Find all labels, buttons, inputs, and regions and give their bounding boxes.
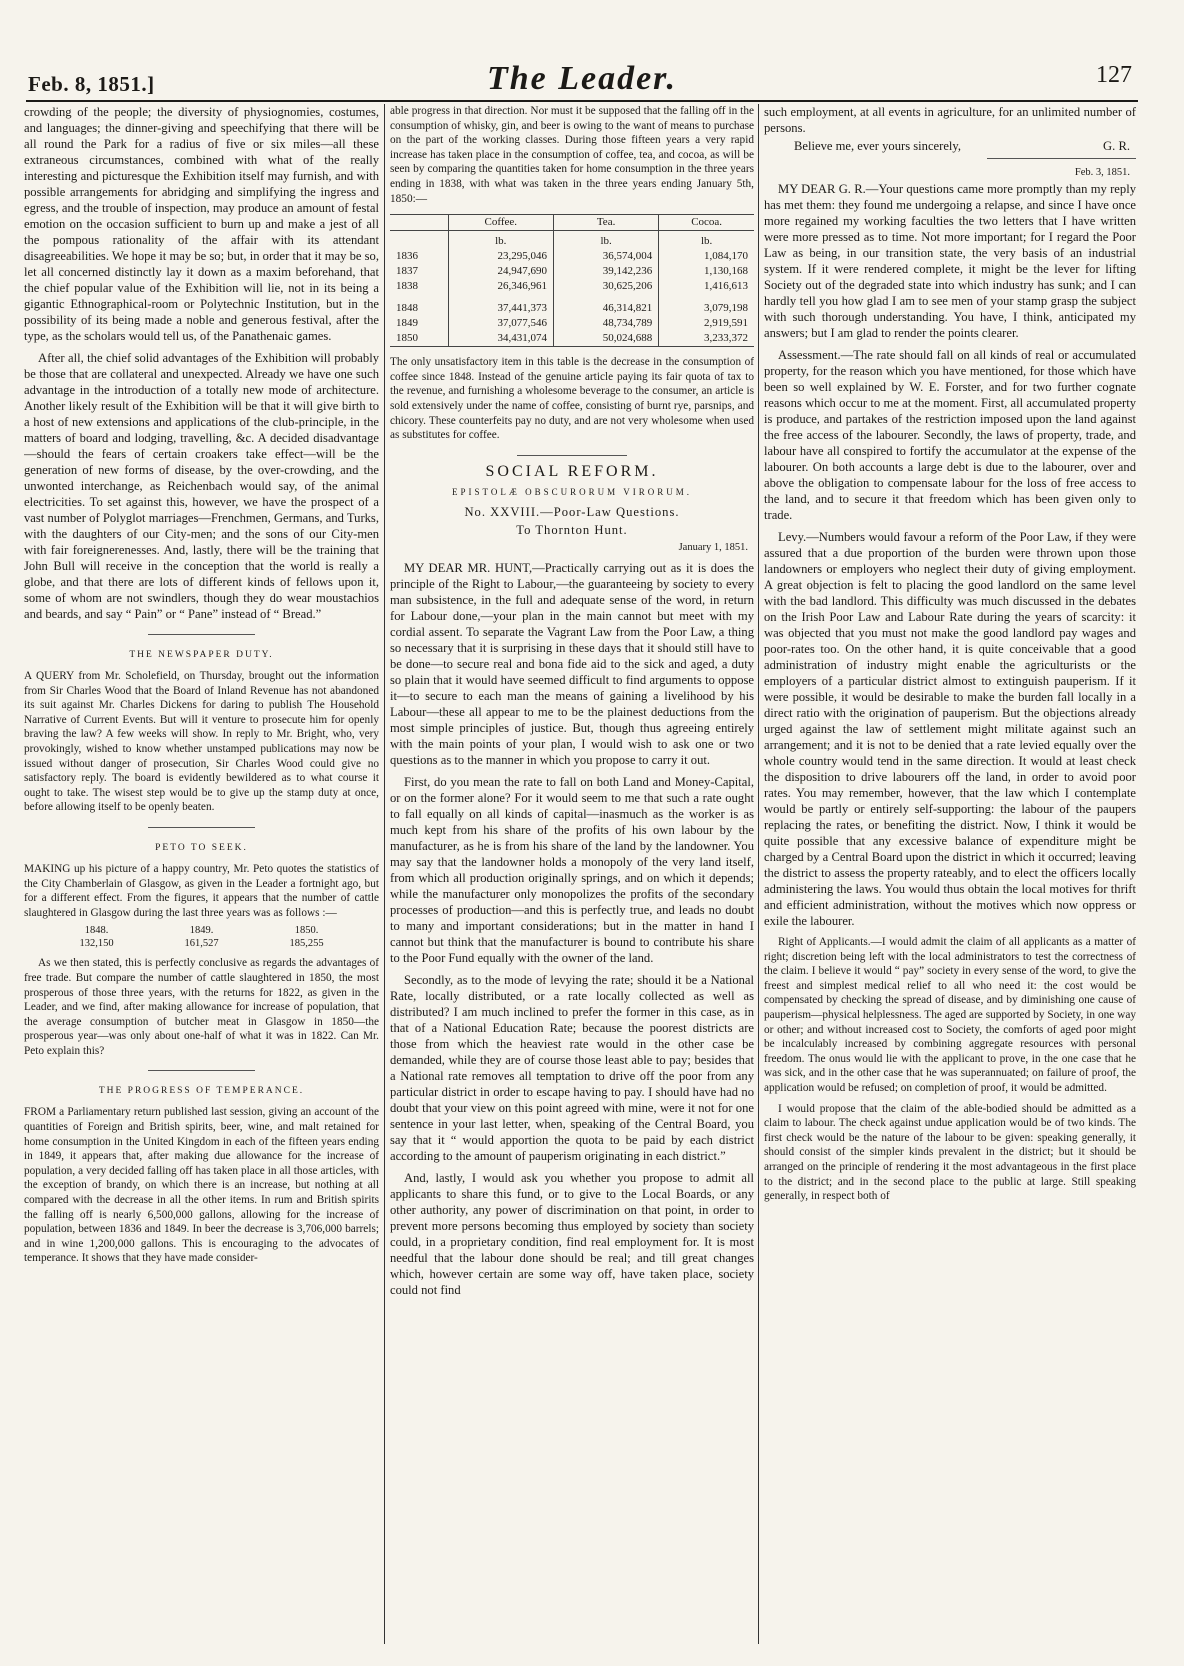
section-heading-newspaper-duty: THE NEWSPAPER DUTY.	[129, 650, 274, 660]
reply-paragraph: Levy.—Numbers would favour a reform of the Poor Law, if they were assured that a due proportion of the burden were thrown upon those landowners or employers who neglect their duty of giving employment. A great objection is felt to placing the good landlord on the same level with the bad landlord. This difficulty was much discussed in the debates on the Irish Poor Law and Labour Rate during the years of scarcity: it was objected that you must not make the good landlord pay wages and poor-rates too. On the other hand, it is quite conceivable that a good administration of industry might enable the agriculturists or the employers of a particular district almost to extinguish pauperism. If it were possible, it would be desirable to make the burden fall locally in a direct ratio with the origination of pauperism. But the objections already urged against the law of settlement might militate against such an arrangement; and it is not to be denied that a rate levied equally over the whole country would tend in the same direction. It would at least check the disposition to drive labourers off the land, in order to avoid poor rates. You may remember, however, that the law which I contemplate would be partly or entirely self-supporting: the labour of the paupers replacing the rates, or benefiting the district. Now, I think it would be quite possible that any excessive balance of expenditure might be charged by a Central Board upon the district in which it occurred; leaving the district to assess the property rateably, and to elect the officers locally administering the laws. You would thus obtain the local motives for thrift and efficient administration, without the motives which now oppress or exile the labourer.	[764, 530, 1136, 928]
masthead-rule	[26, 100, 1138, 102]
header-coffee: Coffee.	[448, 215, 553, 231]
section-rule	[148, 827, 255, 828]
table-row: 1837 24,947,690 39,142,236 1,130,168	[390, 264, 754, 279]
signature-rule	[987, 158, 1136, 159]
signature-closing: Believe me, ever yours sincerely,	[794, 139, 962, 153]
social-reform-addressee: To Thornton Hunt.	[516, 522, 628, 537]
peto-paragraph: As we then stated, this is perfectly conclusive as regards the advantages of free trade. But compare the number of cattle slaughtered in 1850, the most prosperous of those three years, with the returns for 1822, as given in the Leader, and we find, after making allowance for increase of population, that the average consumption of butcher meat in Glasgow in 1850—the prosperous year—was only about one-half of what it was in 1822. Can Mr. Peto explain this?	[24, 957, 379, 1057]
column-1	[24, 104, 379, 1644]
cattle-statistics	[44, 924, 359, 950]
social-reform-title: SOCIAL REFORM.	[485, 462, 659, 480]
column-2	[390, 104, 754, 1644]
stat-1850: 1850. 185,255	[289, 925, 324, 950]
temperance-paragraph: FROM a Parliamentary return published last session, giving an account of the quantities of Foreign and British spirits, beer, wine, and malt retained for home consumption in the United Kingdom in each of the fifteen years ending in 1849, it appears that, after making due allowance for the increase of population, a very decided falling off has taken place in all those articles, with the exception of brandy, on which there is an increase, but nothing at all compared with the decrease in all the other items. In rum and British spirits the falling off is nearly 6,500,000 gallons, allowing for the increase of population, between 1836 and 1849. In beer the decrease is 3,706,000 barrels; and in wine 1,200,000 gallons. This is encouraging to the advocates of temperance. It shows that they have made consider-	[24, 1106, 379, 1265]
table-units-row: lb. lb. lb.	[390, 231, 754, 250]
page-number: 127	[1096, 62, 1132, 88]
table-row: 1836 23,295,046 36,574,004 1,084,170	[390, 249, 754, 264]
table-header-row	[390, 215, 754, 231]
header-tea: Tea.	[553, 215, 658, 231]
letter-paragraph: such employment, at all events in agriculture, for an unlimited number of persons.	[764, 105, 1136, 135]
stat-1849: 1849. 161,527	[184, 925, 219, 950]
section-heading-peto: PETO TO SEEK.	[155, 842, 248, 853]
column-3	[764, 104, 1136, 1644]
table-row: 1848 37,441,373 46,314,821 3,079,198	[390, 294, 754, 316]
table-row: 1850 34,431,074 50,024,688 3,233,372	[390, 331, 754, 347]
table-row: 1838 26,346,961 30,625,206 1,416,613	[390, 279, 754, 294]
letter-paragraph: First, do you mean the rate to fall on both Land and Money-Capital, or on the former alone? For it would seem to me that such a rate ought to fall equally on all kinds of capital—inasmuch as the worker is as much kept from his share of the profits of his own labour by the manufacturer, as he is from his share of the land by the landowner. You may say that the landowner holds a monopoly of the very land itself, from which all production originally springs, and on which it depends; while the manufacturer only monopolizes the profits of the secondary processes of production—and this is perfectly true, and leads no doubt to many and important considerations; but in the matter in hand I cannot but think that the manufacturer is bound to contribute his share to the Poor Fund equally with the owner of the land.	[390, 774, 754, 965]
letter-signature	[794, 138, 1136, 154]
section-heading-temperance: THE PROGRESS OF TEMPERANCE.	[98, 1086, 305, 1097]
column-divider	[758, 104, 759, 1644]
reply-paragraph: Assessment.—The rate should fall on all kinds of real or accumulated property, for the reason which you have mentioned, for those which have been so well explained by W. E. Forster, and for two further cognate reasons which occur to me at the moment. First, all accumulated property is produce, and partakes of the restriction imposed upon the land against the free access of the labourer. Secondly, the laws of property, trade, and labour have all conspired to fortify the accumulator at the expense of the labourer. On both accounts a large debt is due to the labourer, over and above the obligation to compensate labour for the loss of free access to the land, and to secure it that freedom which has been given only to trade.	[764, 348, 1136, 522]
masthead	[26, 56, 1138, 100]
reply-paragraph: MY DEAR G. R.—Your questions came more promptly than my reply has met them: they found me undergoing a relapse, and since I have once more regained my working faculties the two letters that I have written were more pressed as to time. Not more important; for I regard the Poor Law as being, in our transition state, the very basis of an industrial system. If it were rendered complete, it might be the lever for lifting Society out of the degraded state into which industry has sunk; and I can hardly tell you how glad I am to see men of your stamp grasp the subject with such thorough understanding. You have, I think, anticipated my answers; but I am glad to render the points clearer.	[764, 182, 1136, 340]
consumption-table	[390, 214, 754, 347]
newspaper-duty-paragraph: A QUERY from Mr. Scholefield, on Thursday, brought out the information from Sir Charles Wood that the Board of Inland Revenue has not abandoned its suit against Mr. Charles Dickens for daring to publish The Household Narrative of Current Events. But will it venture to prosecute him for openly braving the law? A few weeks will show. In reply to Mr. Bright, who, very provokingly, wished to know whether unstamped publications may now be issued without danger of prosecution, Sir Charles Wood could give no satisfactory reply. The board is evidently bewildered as to what course it ought to take. The wisest step would be to give up the stamp duty at once, before allowing itself to be openly beaten.	[24, 670, 379, 814]
reply-date: Feb. 3, 1851.	[1074, 167, 1130, 178]
social-reform-heading	[390, 464, 754, 538]
section-rule	[517, 455, 626, 456]
coffee-paragraph: The only unsatisfactory item in this table is the decrease in the consumption of coffee since 1848. Instead of the genuine article paying its fair quota of tax to the revenue, and furnishing a wholesome beverage to the consumer, an article is sold extensively under the name of coffee, consisting of burnt rye, parsnips, and chicory. These counterfeits pay no duty, and are not very wholesome when used as substitutes for coffee.	[390, 356, 754, 442]
reply-paragraph: I would propose that the claim of the able-bodied should be admitted as a claim to labour. The check against undue application would be of two kinds. The first check would be the nature of the labour to be given: speaking generally, it should consist of the simpler kinds prevalent in the district; but it should be arranged on the principle of rendering it the most advantageous in the first place to the district; and in the second place to the public at large. Still speaking generally, in respect both of	[764, 1102, 1136, 1203]
social-reform-number: No. XXVIII.—Poor-Law Questions.	[464, 504, 680, 519]
peto-paragraph: MAKING up his picture of a happy country, Mr. Peto quotes the statistics of the City Chamberlain of Glasgow, as given in the Leader a fortnight ago, but for a different effect. From the figures, it appears that the number of cattle slaughtered in Glasgow during the last three years was as follows :—	[24, 862, 379, 919]
signature-name: G. R.	[1103, 139, 1130, 153]
reply-paragraph: Right of Applicants.—I would admit the claim of all applicants as a matter of right; discretion being left with the local administrators to test the correctness of the claim. I believe it would “ pay” society in every sense of the word, to give the freest and simplest medical relief to all who need it: the cost would be compensated by checking the spread of disease, and by diminishing one cause of pauperism—physical helplessness. The aged are supported by Society, in one way or other; and without increased cost to Society, the comforts of aged poor might be incalculably increased by combining aggregate resources with personal freedom. The onus would lie with the applicant to prove, in the one case that he was sick, and in the other case that he was superannuated; on failure of proof, the application would be refused; on completion of proof, it would be admitted.	[764, 936, 1136, 1094]
section-rule	[148, 1070, 255, 1071]
stat-1848: 1848. 132,150	[79, 925, 114, 950]
letter-paragraph: And, lastly, I would ask you whether you propose to admit all applicants to share this fund, or to give to the Local Boards, or any other authority, any power of discrimination on that point, in order to prevent more persons becoming thus employed by society than society could, in a proprietary condition, find real employment for. It is most needful that the labour done should be real; and till great changes which, however certain are some way off, have taken place, society could not find	[390, 1170, 754, 1297]
header-cocoa: Cocoa.	[659, 215, 754, 231]
exhibition-paragraph: crowding of the people; the diversity of physiognomies, costumes, and languages; the dinner-giving and speechifying that there will be all round the Park for a radius of five or six miles—all these extraneous circumstances, combined with what of the really interesting and picturesque the Exhibition itself may furnish, and with possible arrangements for abridging and simplifying the ingress and egress, and the trouble of inspection, may produce an amount of festal emotion on the occasion sufficient to burn up and make a jest of all the pompous rationality of the affair with its attendant disagreeabilities. We hope it may be so; but, in order that it may be so, let all concerned distinctly lay it down as a maxim beforehand, that the chief popular value of the Exhibition will lie, not in its being a gigantic Ethnographical-room or Polytechnic Institution, but in the possibility of its being made a noble and generous festival, after the type, as the scholars would tell us, of the Panathenaic games.	[24, 105, 379, 343]
temperance-paragraph: able progress in that direction. Nor must it be supposed that the falling off in the consumption of whisky, gin, and beer is owing to the want of means to purchase on the part of the working classes. During those fifteen years a very rapid increase has taken place in the consumption of coffee, tea, and cocoa, as will be seen by comparing the quantities taken for home consumption in the three years ending in 1838, with what was taken in the three years ending January 5th, 1850:—	[390, 105, 754, 205]
column-divider	[384, 104, 385, 1644]
letter-date: January 1, 1851.	[678, 541, 748, 553]
table-row: 1849 37,077,546 48,734,789 2,919,591	[390, 316, 754, 331]
issue-date: Feb. 8, 1851.]	[28, 72, 155, 96]
exhibition-paragraph: After all, the chief solid advantages of the Exhibition will probably be those that are collateral and unexpected. Already we have one such advantage in the introduction of a totally new mode of architecture. Another likely result of the Exhibition will be that it will give birth to a host of new extensions and applications of the club-principle, in the matters of board and lodging, travelling, &c. A decided disadvantage—should the fears of certain croakers take effect—will be the generation of new forms of disease, by the over-crowding, and the unwonted interchange, as Reichenbach would say, of the animal electricities. To set against this, however, we have the prospect of a vast number of Polyglot marriages—Frenchmen, Germans, and Turks, with the daughters of our City-men; and the sons of our City-men with fair foreignerenesses. And, lastly, there will be the training that John Bull will receive in the conception that the world is really a globe, and that there are lots of different kinds of fellows upon it, some of whom are not swindlers, though they do wear moustachios and beards, and say “ Pain” or “ Pane” instead of “ Bread.”	[24, 351, 379, 621]
social-reform-motto: EPISTOLÆ OBSCURORUM VIRORUM.	[452, 486, 692, 497]
letter-paragraph: MY DEAR MR. HUNT,—Practically carrying out as it is does the principle of the Right to Labour,—the guaranteeing by society to every man subsistence, in the full and adequate sense of the word, in return for Labour done,—your plan in the main cannot but meet with my cordial assent. To separate the Vagrant Law from the Poor Law, a thing so necessary that it is surprising in these days that it should still have to be done—to secure real and bona fide aid to the sick and aged, a duty so plain that it would have seemed difficult to find arguments to oppose it—to secure to each man the means of gaining a livelihood by his Labour—these all appear to me to be the plainest deductions from the most simple principles of justice. But, though thus agreeing entirely with the main points of your plan, I would wish to ask one or two questions as to the manner in which you propose to carry it out.	[390, 560, 754, 767]
letter-paragraph: Secondly, as to the mode of levying the rate; should it be a National Rate, locally distributed, or a rate locally collected as well as distributed? I am much inclined to prefer the former in this case, as in that of a National Education Rate; because the poorest districts are those from which the heaviest rate would in the other case be demanded, while they are of course those least able to pay; besides that a National rate removes all temptation to drive off the poor from any particular district in order to escape having to pay. I should have had no doubt that your view on this point agreed with mine, were it not for one sentence in your last letter, when, speaking of the Central Board, you say that it “ would apportion the quota to be paid by each district according to the amount of pauperism originating in each district.”	[390, 972, 754, 1163]
newspaper-title: The Leader.	[486, 60, 678, 97]
section-rule	[148, 634, 255, 635]
